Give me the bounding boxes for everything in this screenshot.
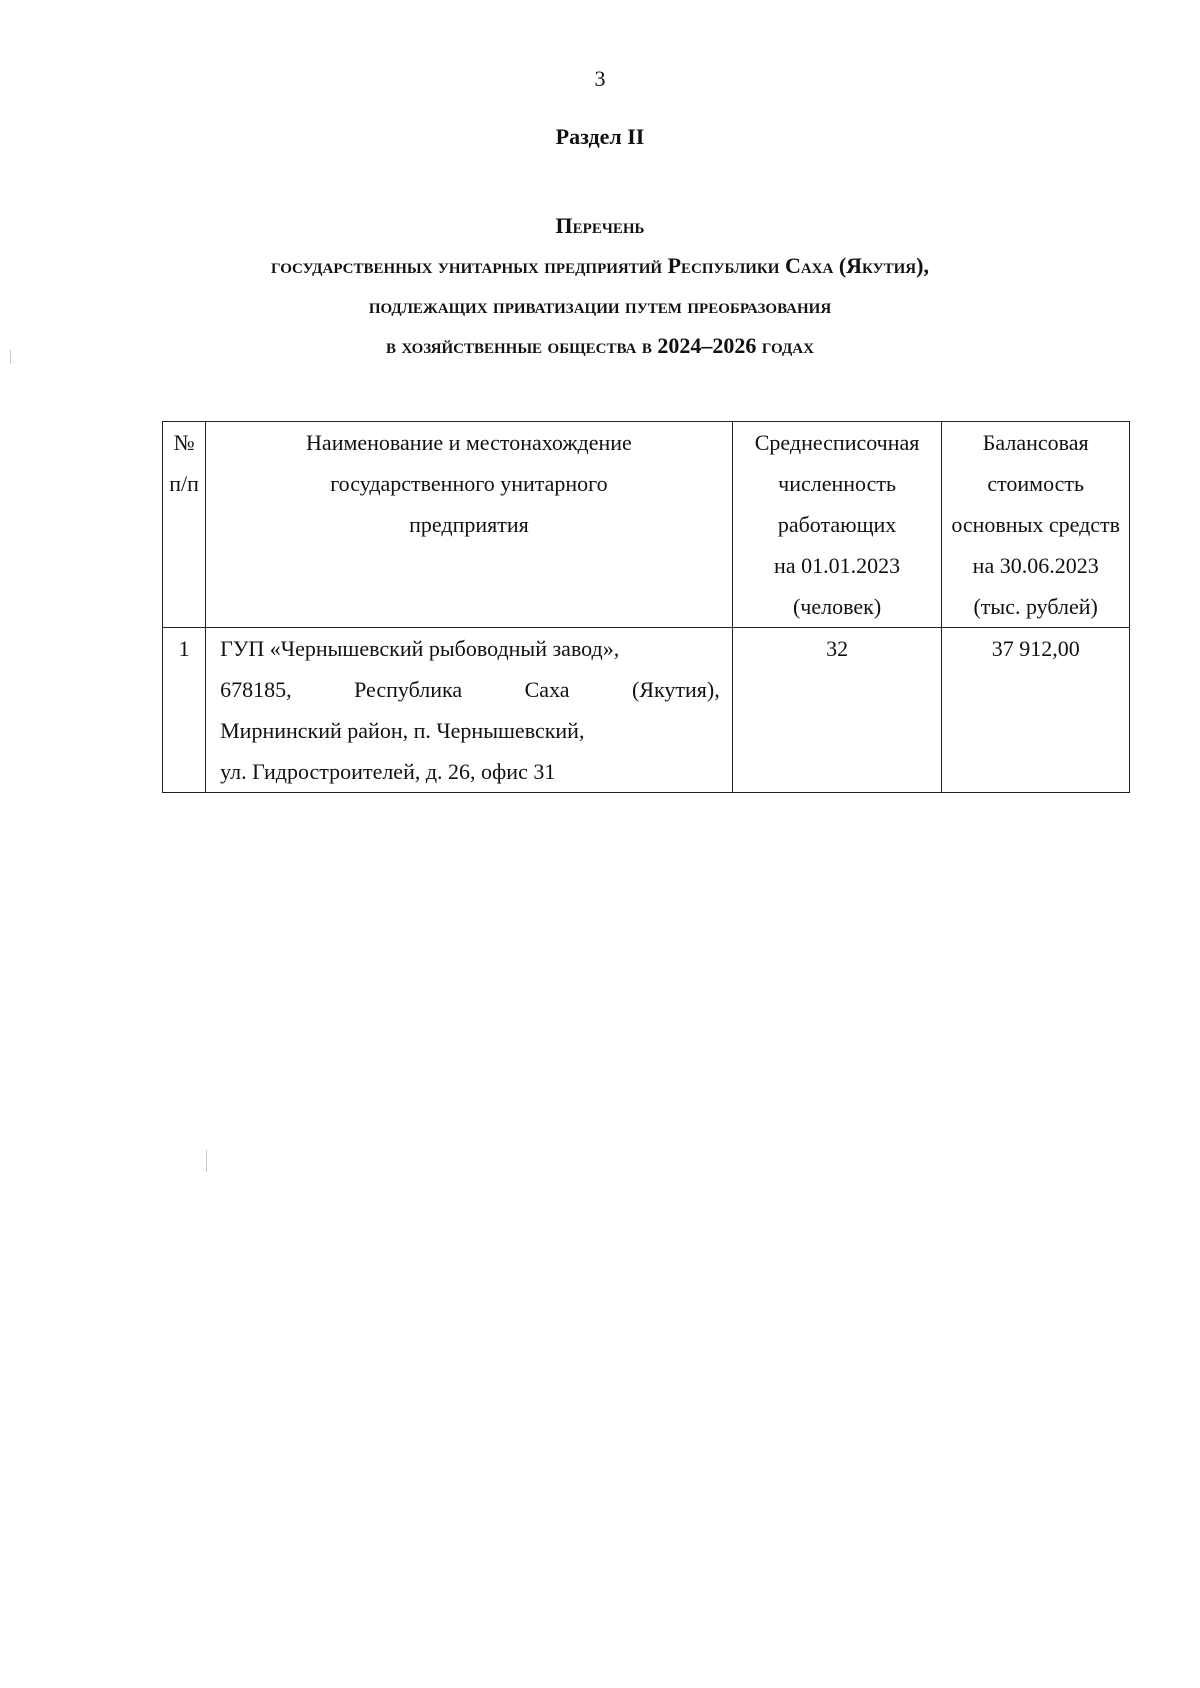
- document-title: [0, 206, 1200, 366]
- name-line: Мирнинский район, п. Чернышевский,: [220, 718, 585, 743]
- header-line: Наименование и местонахождение: [306, 430, 632, 455]
- name-line: ул. Гидростроителей, д. 26, офис 31: [220, 759, 556, 784]
- header-staff: [732, 422, 942, 628]
- header-line: на 30.06.2023: [972, 553, 1099, 578]
- header-line: основных средств: [951, 512, 1121, 537]
- header-line: (тыс. рублей): [973, 594, 1098, 619]
- table-header-row: [163, 422, 1130, 628]
- header-line: предприятия: [409, 512, 529, 537]
- header-line: Балансовая: [982, 430, 1089, 455]
- title-line: в хозяйственные общества в 2024–2026 годах: [386, 333, 814, 358]
- scan-mark: [206, 1150, 207, 1172]
- name-word: Саха: [524, 677, 570, 702]
- header-line: на 01.01.2023: [774, 553, 901, 578]
- row-number: 1: [163, 628, 206, 793]
- header-line: (человек): [792, 594, 882, 619]
- page-number: 3: [594, 66, 606, 91]
- title-line: подлежащих приватизации путем преобразования: [368, 293, 832, 318]
- name-line-justified: [210, 669, 728, 710]
- name-line: ГУП «Чернышевский рыбоводный завод»,: [220, 636, 620, 661]
- header-line: Среднесписочная: [754, 430, 920, 455]
- header-line: №: [173, 430, 195, 455]
- row-staff: 32: [732, 628, 942, 793]
- row-name: [206, 628, 733, 793]
- header-value: [942, 422, 1130, 628]
- row-value: 37 912,00: [942, 628, 1130, 793]
- header-line: государственного унитарного: [330, 471, 608, 496]
- name-word: Республика: [354, 677, 463, 702]
- header-number: [163, 422, 206, 628]
- title-line: Перечень: [555, 213, 645, 238]
- scan-mark: [10, 350, 11, 364]
- enterprise-table: [162, 421, 1130, 793]
- header-line: стоимость: [987, 471, 1085, 496]
- section-title: Раздел II: [555, 124, 645, 149]
- header-line: численность: [778, 471, 896, 496]
- header-line: работающих: [777, 512, 897, 537]
- table-row: [163, 628, 1130, 793]
- name-word: 678185,: [220, 677, 292, 702]
- header-line: п/п: [169, 471, 199, 496]
- title-line: государственных унитарных предприятий Республики Саха (Якутия),: [271, 253, 929, 278]
- name-word: (Якутия),: [632, 677, 720, 702]
- header-name: [206, 422, 733, 628]
